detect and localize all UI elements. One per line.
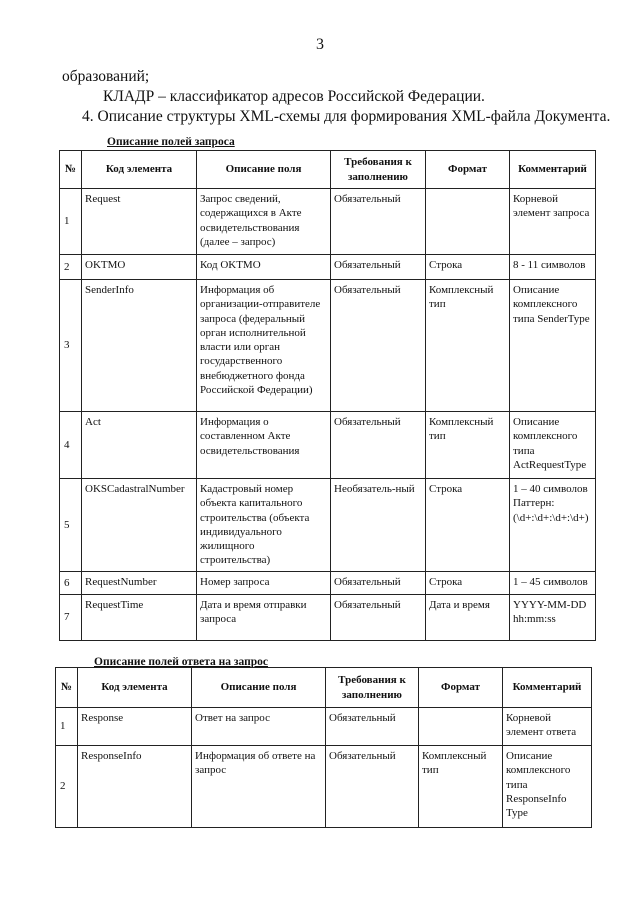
row-desc: Кадастровый номер объекта капитального строительства (объекта индивидуального жилищного строительства) bbox=[197, 479, 331, 572]
row-req: Обязательный bbox=[331, 255, 426, 280]
row-num: 1 bbox=[60, 189, 82, 255]
row-num: 2 bbox=[56, 746, 78, 828]
row-code: OKTMO bbox=[82, 255, 197, 280]
row-format: Комплексный тип bbox=[419, 746, 503, 828]
table-row bbox=[60, 255, 596, 280]
row-desc: Информация о составленном Акте освидетельствования bbox=[197, 412, 331, 479]
row-req: Обязательный bbox=[326, 746, 419, 828]
row-req: Обязательный bbox=[326, 708, 419, 746]
row-code: OKSCadastralNumber bbox=[82, 479, 197, 572]
row-comment: 1 – 45 символов bbox=[510, 572, 596, 595]
table-row bbox=[60, 572, 596, 595]
row-comment: 8 - 11 символов bbox=[510, 255, 596, 280]
row-code: ResponseInfo bbox=[78, 746, 192, 828]
header-comment: Комментарий bbox=[510, 151, 596, 189]
table-row bbox=[60, 479, 596, 572]
header-comment: Комментарий bbox=[503, 668, 592, 708]
row-desc: Запрос сведений, содержащихся в Акте освидетельствования (далее – запрос) bbox=[197, 189, 331, 255]
row-format: Строка bbox=[426, 255, 510, 280]
row-desc: Код OKTMO bbox=[197, 255, 331, 280]
header-code: Код элемента bbox=[82, 151, 197, 189]
row-num: 5 bbox=[60, 479, 82, 572]
row-req: Обязательный bbox=[331, 572, 426, 595]
row-req: Необязатель-ный bbox=[331, 479, 426, 572]
header-req: Требования к заполнению bbox=[331, 151, 426, 189]
row-comment: Корневой элемент ответа bbox=[503, 708, 592, 746]
row-comment: Описание комплексного типа ResponseInfo Type bbox=[503, 746, 592, 828]
row-comment: Корневой элемент запроса bbox=[510, 189, 596, 255]
row-num: 1 bbox=[56, 708, 78, 746]
header-desc: Описание поля bbox=[197, 151, 331, 189]
table-header-row bbox=[56, 668, 592, 708]
header-format: Формат bbox=[419, 668, 503, 708]
row-format: Комплексный тип bbox=[426, 280, 510, 412]
row-code: SenderInfo bbox=[82, 280, 197, 412]
row-format bbox=[426, 189, 510, 255]
section-heading: 4. Описание структуры XML-схемы для формирования XML-файла Документа. bbox=[82, 108, 611, 125]
header-num: № bbox=[56, 668, 78, 708]
page-number: 3 bbox=[316, 36, 324, 53]
row-desc: Номер запроса bbox=[197, 572, 331, 595]
table-row bbox=[60, 280, 596, 412]
response-fields-table bbox=[55, 667, 592, 828]
row-code: Request bbox=[82, 189, 197, 255]
table-header-row bbox=[60, 151, 596, 189]
row-req: Обязательный bbox=[331, 412, 426, 479]
header-format: Формат bbox=[426, 151, 510, 189]
table-row bbox=[60, 189, 596, 255]
row-comment: YYYY-MM-DD hh:mm:ss bbox=[510, 595, 596, 641]
request-fields-table bbox=[59, 150, 596, 641]
header-req: Требования к заполнению bbox=[326, 668, 419, 708]
row-code: Act bbox=[82, 412, 197, 479]
row-desc: Информация об организации-отправителе запроса (федеральный орган исполнительной власти или орган государственного внебюджетного фонда Российской Федерации) bbox=[197, 280, 331, 412]
row-desc: Дата и время отправки запроса bbox=[197, 595, 331, 641]
row-req: Обязательный bbox=[331, 189, 426, 255]
row-req: Обязательный bbox=[331, 280, 426, 412]
row-format: Строка bbox=[426, 479, 510, 572]
header-num: № bbox=[60, 151, 82, 189]
table-row bbox=[56, 746, 592, 828]
row-code: RequestNumber bbox=[82, 572, 197, 595]
row-desc: Информация об ответе на запрос bbox=[192, 746, 326, 828]
row-num: 4 bbox=[60, 412, 82, 479]
row-format: Дата и время bbox=[426, 595, 510, 641]
table-row bbox=[60, 412, 596, 479]
row-num: 6 bbox=[60, 572, 82, 595]
row-req: Обязательный bbox=[331, 595, 426, 641]
request-table-caption: Описание полей запроса bbox=[107, 136, 235, 148]
row-comment: 1 – 40 символов Паттерн: (\d+:\d+:\d+:\d+) bbox=[510, 479, 596, 572]
text-line-2: КЛАДР – классификатор адресов Российской Федерации. bbox=[103, 88, 485, 105]
row-code: RequestTime bbox=[82, 595, 197, 641]
header-code: Код элемента bbox=[78, 668, 192, 708]
row-num: 7 bbox=[60, 595, 82, 641]
row-comment: Описание комплексного типа ActRequestType bbox=[510, 412, 596, 479]
text-line-1: образований; bbox=[62, 68, 150, 85]
row-format: Комплексный тип bbox=[426, 412, 510, 479]
row-format bbox=[419, 708, 503, 746]
table-row bbox=[60, 595, 596, 641]
row-num: 3 bbox=[60, 280, 82, 412]
row-code: Response bbox=[78, 708, 192, 746]
response-table-caption: Описание полей ответа на запрос bbox=[94, 656, 269, 668]
row-comment: Описание комплексного типа SenderType bbox=[510, 280, 596, 412]
row-num: 2 bbox=[60, 255, 82, 280]
header-desc: Описание поля bbox=[192, 668, 326, 708]
row-desc: Ответ на запрос bbox=[192, 708, 326, 746]
row-format: Строка bbox=[426, 572, 510, 595]
table-row bbox=[56, 708, 592, 746]
